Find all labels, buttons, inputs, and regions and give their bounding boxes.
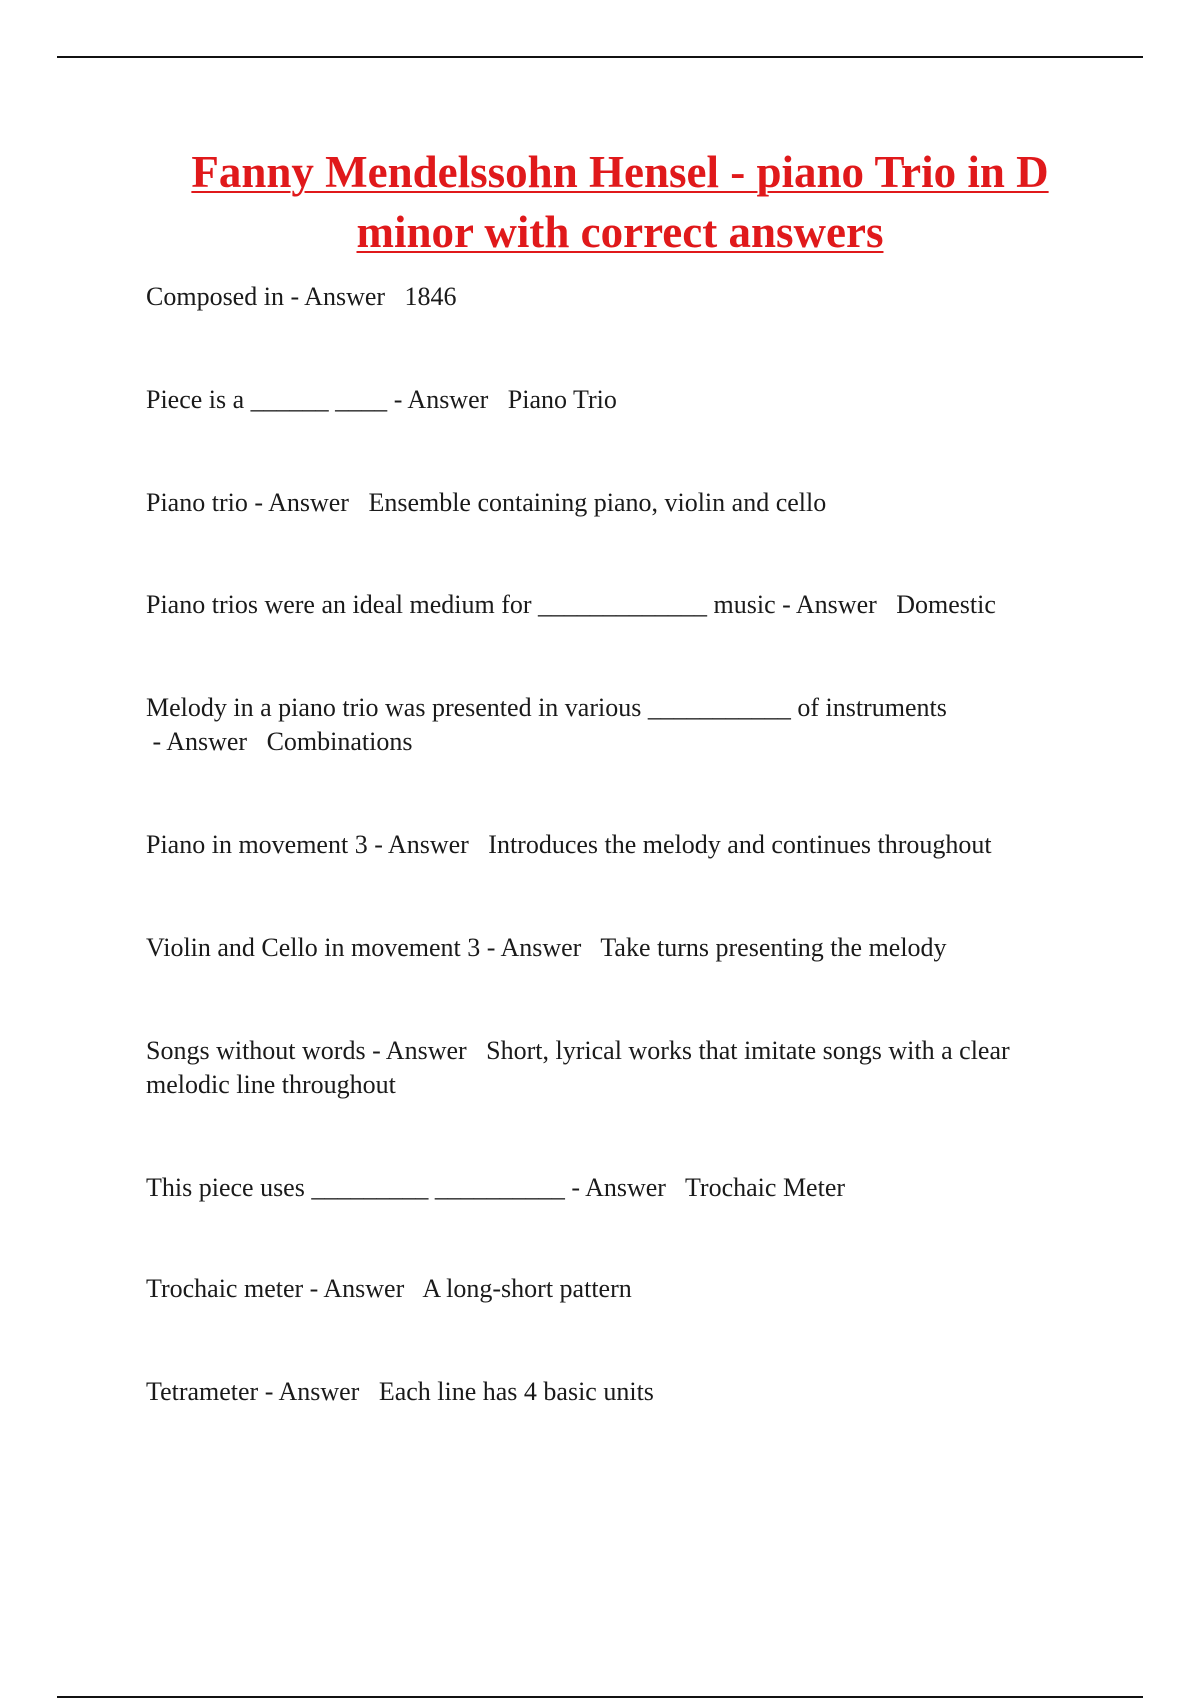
answer-separator: - Answer bbox=[775, 590, 884, 619]
answer-text: Trochaic Meter bbox=[684, 1173, 846, 1202]
answer-separator: - Answer bbox=[365, 1036, 474, 1065]
answer-separator: - Answer bbox=[303, 1274, 411, 1303]
question-text: Trochaic meter bbox=[146, 1274, 304, 1303]
question-text: This piece uses _________ __________ bbox=[146, 1173, 565, 1202]
answer-text: Ensemble containing piano, violin and cello bbox=[368, 488, 827, 517]
qa-item bbox=[146, 280, 1096, 314]
question-text: Piano in movement 3 bbox=[146, 830, 368, 859]
question-text: Tetrameter bbox=[146, 1377, 259, 1406]
qa-item bbox=[146, 1171, 1096, 1205]
answer-separator: - Answer bbox=[564, 1173, 673, 1202]
qa-item bbox=[146, 1034, 1096, 1102]
qa-item bbox=[146, 1272, 1096, 1306]
question-text: Piano trios were an ideal medium for _____________ music bbox=[146, 590, 776, 619]
answer-text: A long-short pattern bbox=[422, 1274, 632, 1303]
answer-text: Each line has 4 basic units bbox=[378, 1377, 654, 1406]
qa-item bbox=[146, 828, 1096, 862]
qa-item bbox=[146, 931, 1096, 965]
answer-separator: - Answer bbox=[283, 282, 392, 311]
qa-item bbox=[146, 383, 1096, 417]
answer-text: Domestic bbox=[896, 590, 996, 619]
answer-text: Combinations bbox=[266, 727, 413, 756]
answer-text: Short, lyrical works that imitate songs with a clear melodic line throughout bbox=[146, 1036, 1010, 1099]
answer-separator: - Answer bbox=[387, 385, 495, 414]
answer-text: Piano Trio bbox=[507, 385, 617, 414]
answer-text: 1846 bbox=[404, 282, 457, 311]
question-text: Piano trio bbox=[146, 488, 248, 517]
answer-text: Introduces the melody and continues throughout bbox=[488, 830, 992, 859]
qa-item bbox=[146, 588, 1096, 622]
bottom-divider bbox=[57, 1696, 1143, 1698]
question-text: Piece is a ______ ____ bbox=[146, 385, 388, 414]
answer-separator: - Answer bbox=[146, 727, 254, 756]
question-text: Composed in bbox=[146, 282, 284, 311]
document-title: Fanny Mendelssohn Hensel - piano Trio in D minor with correct answers bbox=[191, 147, 1049, 257]
qa-item bbox=[146, 691, 1096, 759]
question-text: Melody in a piano trio was presented in various ___________ of instruments bbox=[146, 693, 947, 722]
answer-text: Take turns presenting the melody bbox=[600, 933, 947, 962]
question-text: Songs without words bbox=[146, 1036, 366, 1065]
answer-separator: - Answer bbox=[367, 830, 476, 859]
answer-separator: - Answer bbox=[480, 933, 588, 962]
question-text: Violin and Cello in movement 3 bbox=[146, 933, 481, 962]
qa-item bbox=[146, 1375, 1096, 1409]
answer-separator: - Answer bbox=[258, 1377, 366, 1406]
answer-separator: - Answer bbox=[247, 488, 356, 517]
top-divider bbox=[57, 56, 1143, 58]
qa-item bbox=[146, 486, 1096, 520]
